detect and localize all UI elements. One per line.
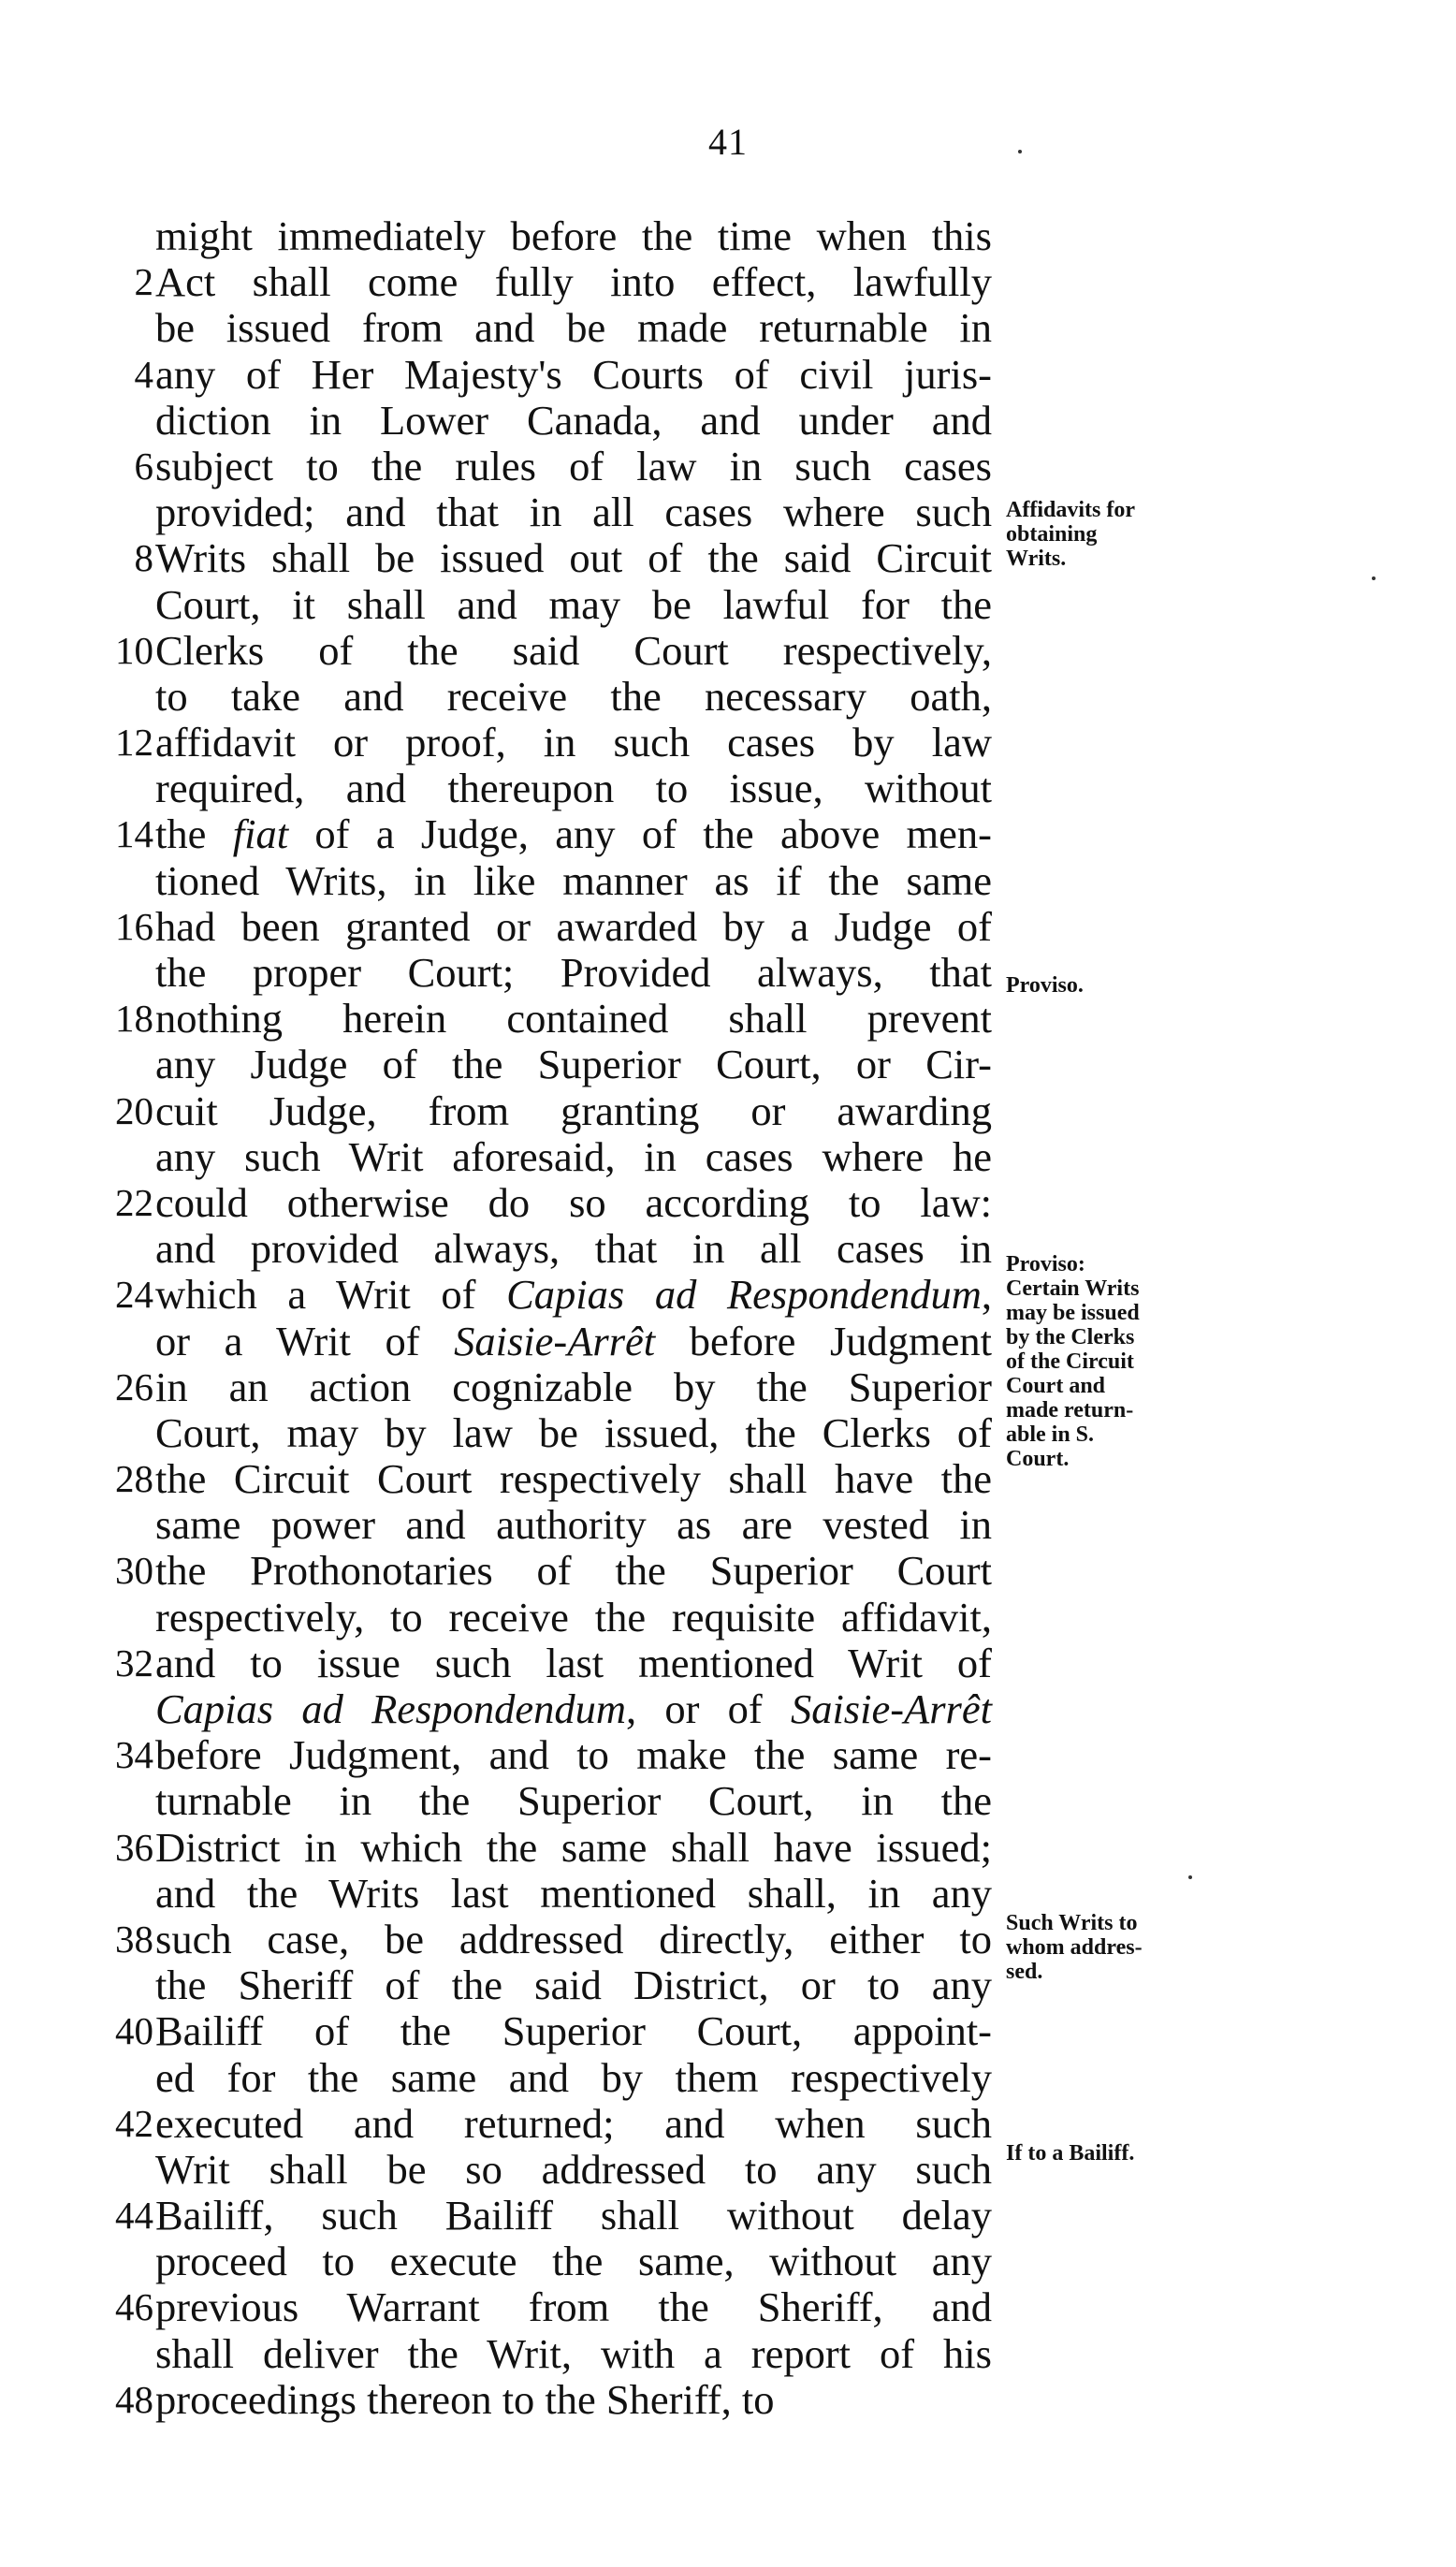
line-number: 12 [115,721,153,765]
line-number: 38 [115,1917,153,1961]
line-number: 34 [115,1733,153,1777]
line-text: be issued from and be made returnable in [155,304,992,352]
line-text: such case, be addressed directly, either to [155,1915,992,1962]
text-line [94,1456,992,1502]
text-line [94,2377,992,2423]
text-line [94,628,992,674]
line-text: tioned Writs, in like manner as if the same [155,856,992,904]
ink-speck [1372,576,1376,580]
text-line [94,444,992,489]
line-text: affidavit or proof, in such cases by law [155,719,992,766]
margin-note-line: Court. [1006,1447,1070,1471]
line-number: 26 [115,1364,153,1408]
text-line [94,2193,992,2239]
text-line [94,1226,992,1272]
text-line [94,1595,992,1641]
line-number: 24 [115,1273,153,1317]
line-text: subject to the rules of law in such cases [155,442,992,489]
text-line [94,1502,992,1548]
margin-note-line: whom addres- [1006,1935,1143,1960]
text-line [94,674,992,720]
line-number: 8 [134,536,153,580]
line-number: 10 [115,628,153,672]
line-number: 46 [115,2285,153,2329]
margin-note-line: Proviso. [1006,973,1084,998]
line-number: 42 [115,2101,153,2145]
line-text: had been granted or awarded by a Judge of [155,902,992,950]
ink-speck [1188,1875,1192,1879]
line-text: previous Warrant from the Sheriff, and [155,2283,992,2331]
margin-note-such-writs [1006,1911,1193,1984]
margin-note-line: Proviso: [1006,1252,1085,1276]
text-line [94,213,992,259]
line-number: 30 [115,1549,153,1593]
text-line [94,2239,992,2284]
line-text: proceed to execute the same, without any [155,2238,992,2285]
line-text: cuit Judge, from granting or awarding [155,1087,992,1134]
margin-note-certain-writs [1006,1252,1193,1471]
line-text: the Circuit Court respectively shall have the [155,1455,992,1503]
line-text: and the Writs last mentioned shall, in any [155,1869,992,1917]
line-text: and to issue such last mentioned Writ of [155,1639,992,1686]
line-text: in an action cognizable by the Superior [155,1363,992,1410]
line-number: 4 [134,352,153,396]
line-text: provided; and that in all cases where such [155,489,992,536]
text-line [94,1732,992,1778]
margin-note-line: by the Clerks [1006,1325,1135,1349]
margin-note-bailiff [1006,2141,1193,2166]
line-text: Court, may by law be issued, the Clerks of [155,1408,992,1456]
line-number: 36 [115,1825,153,1869]
line-number: 48 [115,2377,153,2421]
line-text: and provided always, that in all cases in [155,1225,992,1273]
text-line [94,1917,992,1962]
text-line [94,1686,992,1732]
line-text: Writs shall be issued out of the said Circuit [155,534,992,582]
margin-note-line: Writs. [1006,547,1067,571]
line-number: 28 [115,1457,153,1501]
body-text [94,213,992,2423]
line-text: respectively, to receive the requisite affidavit, [155,1593,992,1641]
text-line [94,1180,992,1226]
line-text: could otherwise do so according to law: [155,1178,992,1226]
margin-note-line: Certain Writs [1006,1276,1140,1301]
text-line [94,305,992,351]
line-text: the Sheriff of the said District, or to any [155,1962,992,2009]
line-text: District in which the same shall have issued; [155,1823,992,1871]
line-text: any Judge of the Superior Court, or Cir- [155,1041,992,1088]
margin-note-line: made return- [1006,1398,1134,1422]
text-line [94,2147,992,2193]
line-text: same power and authority as are vested in [155,1501,992,1549]
text-line [94,1134,992,1180]
text-line [94,1319,992,1364]
line-text: shall deliver the Writ, with a report of his [155,2329,992,2377]
margin-note-line: If to a Bailiff. [1006,2141,1135,2166]
margin-note-line: able in S. [1006,1422,1095,1447]
line-text: before Judgment, and to make the same re- [155,1731,992,1779]
margin-note-line: Court and [1006,1374,1106,1398]
text-line [94,2008,992,2054]
text-line [94,352,992,398]
margin-note-line: Affidavits for [1006,498,1135,522]
text-line [94,1548,992,1594]
line-text: diction in Lower Canada, and under and [155,396,992,444]
ink-speck [1018,150,1022,153]
margin-note-line: obtaining [1006,522,1098,547]
margin-note-proviso [1006,973,1193,998]
line-number: 2 [134,260,153,304]
line-text: the Prothonotaries of the Superior Court [155,1547,992,1595]
line-text: which a Writ of Capias ad Respondendum, [155,1271,992,1319]
line-text: Clerks of the said Court respectively, [155,626,992,674]
line-text: Bailiff, such Bailiff shall without delay [155,2192,992,2239]
line-text: the proper Court; Provided always, that [155,949,992,996]
line-text: any such Writ aforesaid, in cases where he [155,1132,992,1180]
line-number: 40 [115,2009,153,2053]
margin-note-line: sed. [1006,1960,1043,1984]
text-line [94,2284,992,2330]
text-line [94,1871,992,1917]
line-text: nothing herein contained shall prevent [155,995,992,1043]
page-number: 41 [708,121,748,163]
margin-note-line: may be issued [1006,1301,1140,1325]
text-line [94,2331,992,2377]
line-number: 6 [134,444,153,488]
line-text: Bailiff of the Superior Court, appoint- [155,2007,992,2055]
text-line [94,1641,992,1686]
line-number: 22 [115,1180,153,1224]
line-text: ed for the same and by them respectively [155,2053,992,2101]
line-number: 16 [115,904,153,948]
line-text: executed and returned; and when such [155,2099,992,2147]
text-line [94,950,992,996]
text-line [94,1042,992,1087]
text-line [94,398,992,444]
text-line [94,1825,992,1871]
margin-note-affidavits [1006,498,1193,571]
line-number: 32 [115,1641,153,1685]
text-line [94,1088,992,1134]
line-number: 18 [115,997,153,1041]
text-line [94,1778,992,1824]
text-line [94,535,992,581]
text-line [94,2101,992,2147]
line-text: to take and receive the necessary oath, [155,672,992,720]
margin-note-line: Such Writs to [1006,1911,1138,1935]
text-line [94,996,992,1042]
line-text: or a Writ of Saisie-Arrêt before Judgment [155,1317,993,1364]
text-line [94,1272,992,1318]
line-text: required, and thereupon to issue, without [155,765,992,812]
text-line [94,1410,992,1456]
line-text: might immediately before the time when this [155,212,992,259]
text-line [94,811,992,857]
text-line [94,2055,992,2101]
line-text: turnable in the Superior Court, in the [155,1777,992,1825]
text-line [94,720,992,766]
line-number: 44 [115,2194,153,2238]
text-line [94,582,992,628]
line-text: Capias ad Respondendum, or of Saisie-Arrêt [155,1685,992,1732]
text-line [94,259,992,305]
line-number: 14 [115,812,153,856]
line-text: Court, it shall and may be lawful for the [155,580,992,628]
text-line [94,858,992,904]
text-line [94,1364,992,1410]
line-text: Writ shall be so addressed to any such [155,2145,992,2193]
line-number: 20 [115,1088,153,1132]
line-text: any of Her Majesty's Courts of civil juris- [155,350,992,398]
text-line [94,1962,992,2008]
text-line [94,489,992,535]
text-line [94,904,992,950]
margin-note-line: of the Circuit [1006,1349,1134,1374]
line-text: Act shall come fully into effect, lawfully [155,258,992,306]
line-text: the fiat of a Judge, any of the above men- [155,810,992,858]
line-text: proceedings thereon to the Sheriff, to [155,2375,775,2423]
text-line [94,766,992,811]
